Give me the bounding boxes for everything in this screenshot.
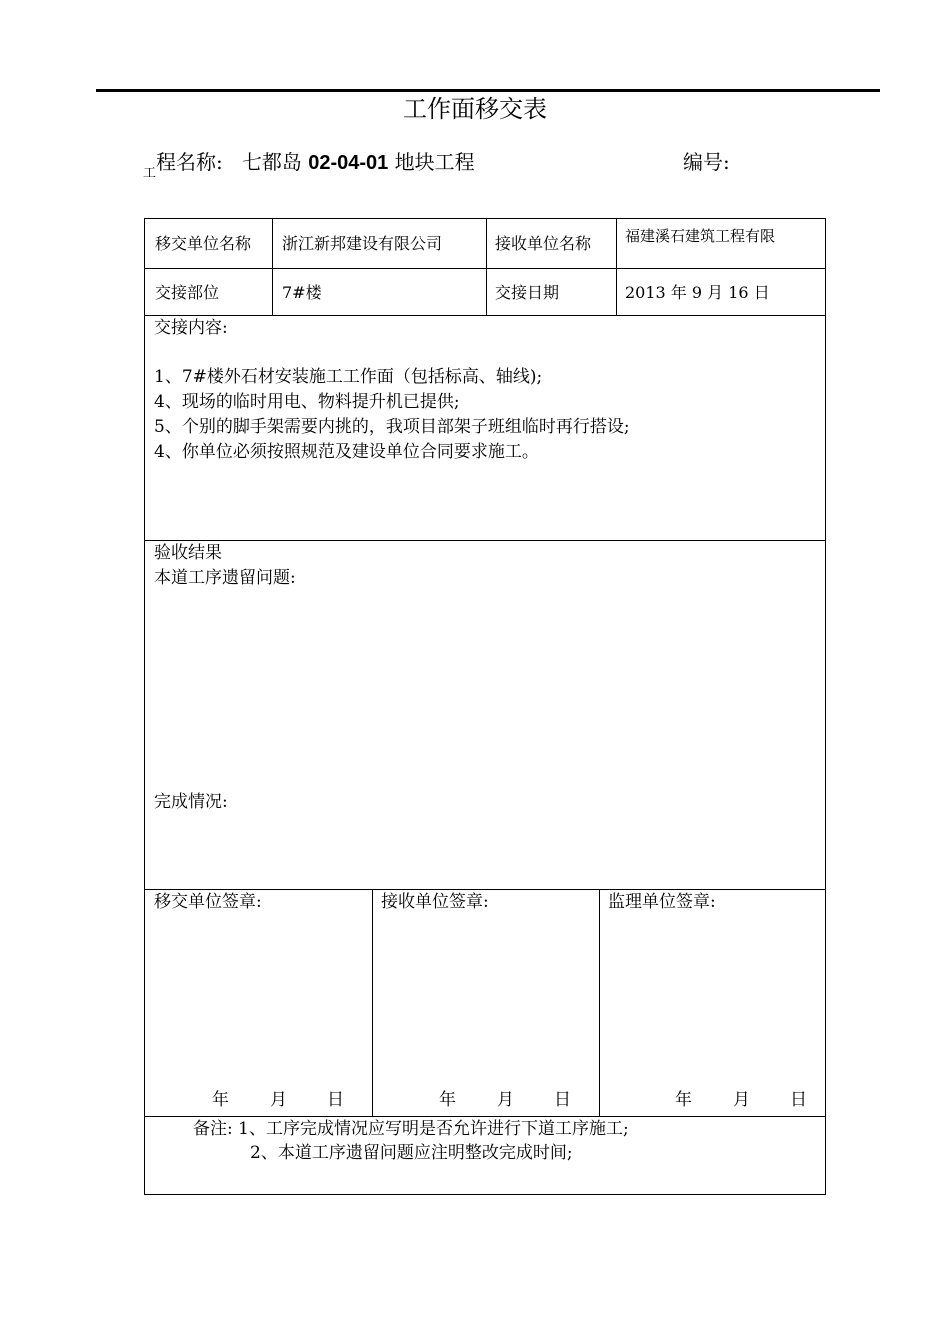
content-label: 交接内容: (154, 318, 228, 338)
receive-unit-label: 接收单位名称 (495, 234, 592, 253)
content-item-3: 5、个别的脚手架需要内挑的，我项目部架子班组临时再行搭设; (154, 417, 630, 437)
supervision-signature-label: 监理单位签章: (608, 892, 716, 912)
sig-divider-2 (599, 889, 600, 1116)
date-year: 年 (212, 1090, 229, 1110)
receive-unit-value: 福建溪石建筑工程有限 (625, 227, 776, 245)
handover-unit-label: 移交单位名称 (155, 234, 252, 253)
date-day: 日 (554, 1090, 571, 1110)
content-item-4: 4、你单位必须按照规范及建设单位合同要求施工。 (154, 442, 539, 462)
note-line-1: 备注: 1、工序完成情况应写明是否允许进行下道工序施工; (193, 1119, 629, 1139)
date-day: 日 (327, 1090, 344, 1110)
receive-signature-label: 接收单位签章: (381, 892, 489, 912)
date-month: 月 (497, 1090, 514, 1110)
row-divider-2 (144, 315, 826, 316)
date-month: 月 (733, 1090, 750, 1110)
receive-signature-date (439, 1089, 571, 1111)
project-name-b: 地块工程 (394, 150, 475, 174)
supervision-signature-date (675, 1089, 807, 1111)
number-label: 编号: (683, 150, 730, 174)
handover-date-label: 交接日期 (495, 283, 560, 302)
project-prefix: 工 (143, 166, 157, 181)
col-divider-2 (486, 218, 487, 315)
row-divider-1 (144, 268, 826, 269)
handover-date-value: 2013 年 9 月 16 日 (625, 283, 770, 302)
project-code: 02-04-01 (308, 152, 389, 174)
project-label: 程名称: (156, 150, 223, 174)
sig-divider-1 (372, 889, 373, 1116)
handover-signature-label: 移交单位签章: (154, 892, 262, 912)
handover-part-label: 交接部位 (155, 283, 220, 302)
col-divider-3 (616, 218, 617, 315)
acceptance-label: 验收结果 (154, 543, 222, 563)
handover-unit-value: 浙江新邦建设有限公司 (282, 234, 443, 253)
completion-label: 完成情况: (154, 792, 228, 812)
handover-signature-date (212, 1089, 344, 1111)
page-title: 工作面移交表 (403, 95, 547, 123)
project-name-a: 七都岛 (241, 150, 302, 174)
date-day: 日 (790, 1090, 807, 1110)
top-rule (96, 89, 880, 92)
date-year: 年 (675, 1090, 692, 1110)
content-item-2: 4、现场的临时用电、物料提升机已提供; (154, 392, 460, 412)
handover-part-value: 7#楼 (282, 283, 322, 302)
remaining-issues-label: 本道工序遗留问题: (154, 568, 296, 588)
content-item-1: 1、7#楼外石材安装施工工作面（包括标高、轴线); (154, 367, 543, 387)
row-divider-3 (144, 540, 826, 541)
date-year: 年 (439, 1090, 456, 1110)
note-line-2: 2、本道工序遗留问题应注明整改完成时间; (250, 1143, 573, 1163)
project-name-line (143, 147, 475, 189)
col-divider-1 (272, 218, 273, 315)
date-month: 月 (270, 1090, 287, 1110)
row-divider-4 (144, 889, 826, 890)
